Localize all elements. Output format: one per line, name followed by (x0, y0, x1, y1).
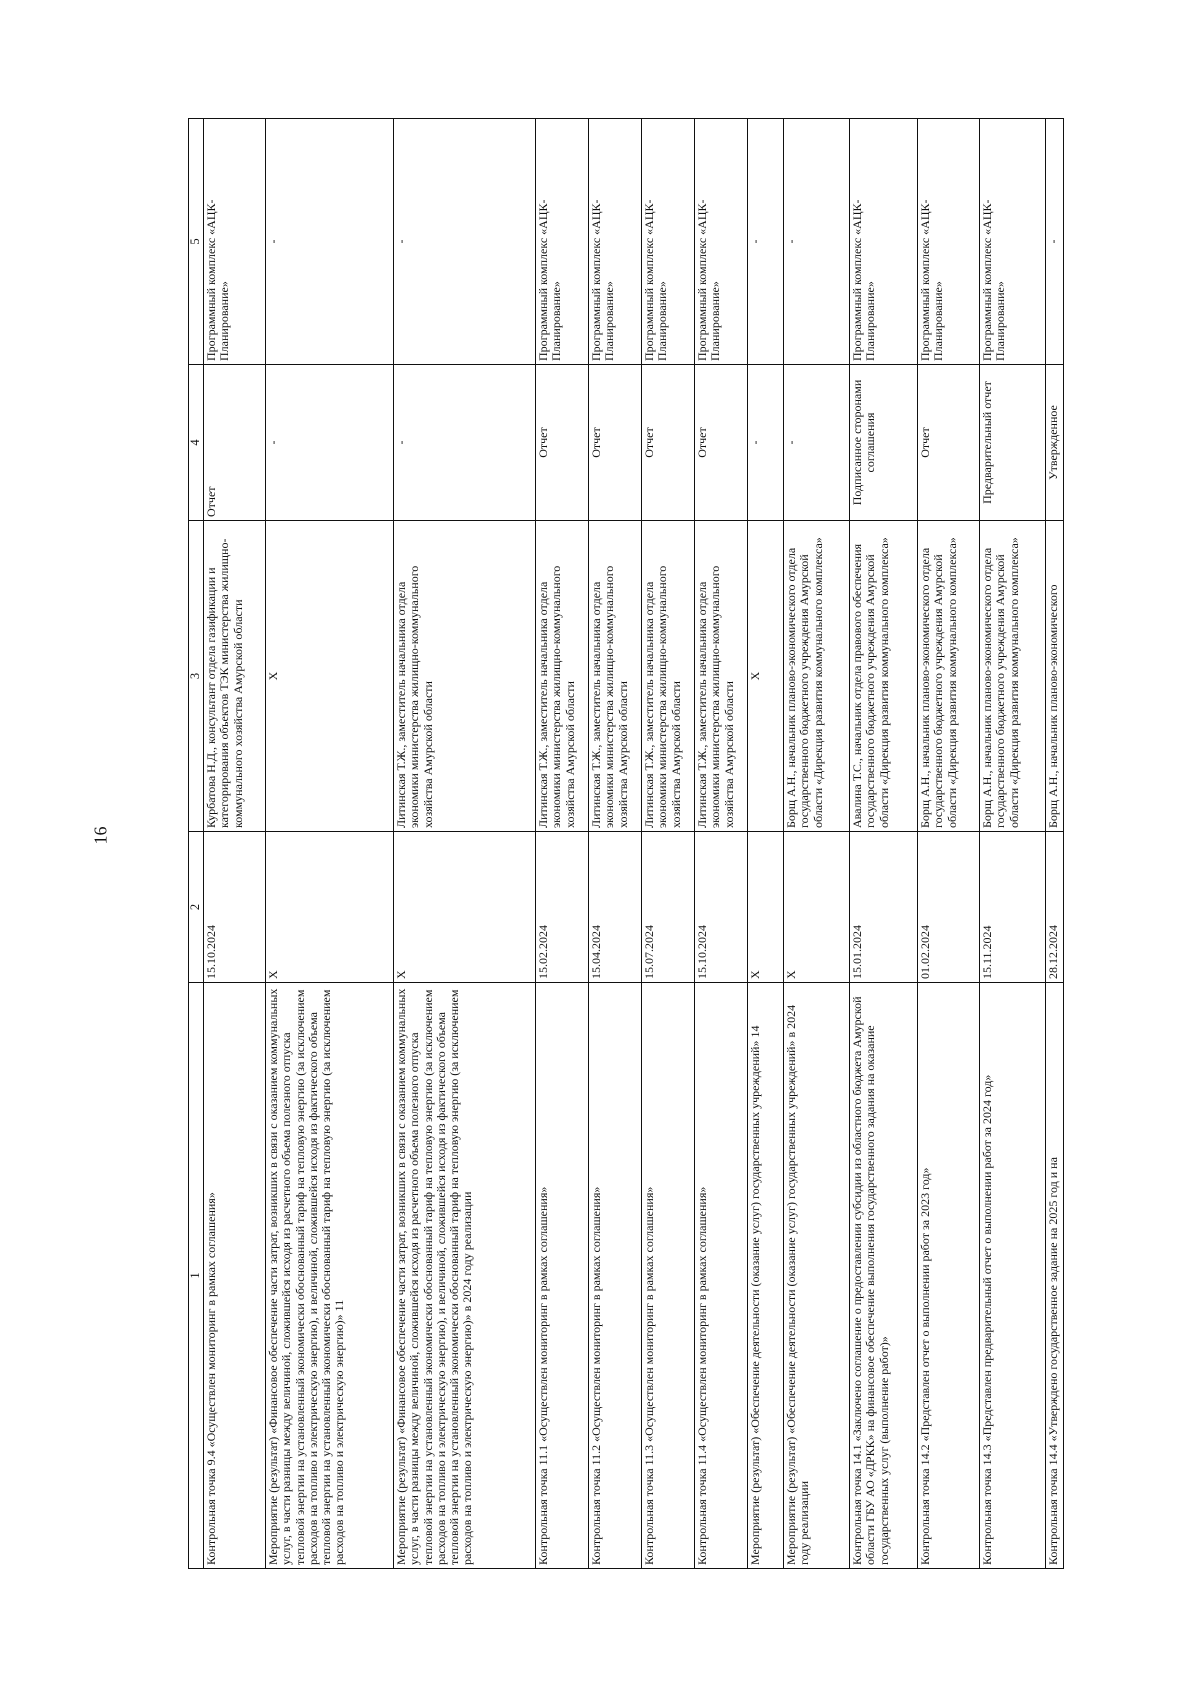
table-row (536, 119, 589, 1569)
cell-system: Программный комплекс «АЦК-Планирование» (536, 119, 589, 365)
cell-system: - (394, 119, 536, 365)
cell-system: Программный комплекс «АЦК-Планирование» (695, 119, 748, 365)
cell-responsible: Литинская Т.Ж., заместитель начальника отдела экономики министерства жилищно-коммунального хозяйства Амурской области (642, 521, 695, 832)
table-row (204, 119, 266, 1569)
cell-responsible: Литинская Т.Ж., заместитель начальника отдела экономики министерства жилищно-коммунального хозяйства Амурской области (589, 521, 642, 832)
cell-responsible: X (748, 521, 784, 832)
cell-description: Контрольная точка 11.4 «Осуществлен мониторинг в рамках соглашения» (695, 983, 748, 1569)
cell-system: Программный комплекс «АЦК-Планирование» (204, 119, 266, 365)
cell-responsible: Борщ А.Н., начальник планово-экономического (1046, 521, 1064, 832)
cell-description: Контрольная точка 11.2 «Осуществлен мониторинг в рамках соглашения» (589, 983, 642, 1569)
cell-document: - (748, 365, 784, 521)
table-row (695, 119, 748, 1569)
table-row (266, 119, 394, 1569)
cell-system: - (1046, 119, 1064, 365)
cell-description: Контрольная точка 11.1 «Осуществлен мониторинг в рамках соглашения» (536, 983, 589, 1569)
table-row (918, 119, 980, 1569)
cell-document: - (784, 365, 850, 521)
cell-system: Программный комплекс «АЦК-Планирование» (642, 119, 695, 365)
cell-description: Мероприятие (результат) «Финансовое обеспечение части затрат, возникших в связи с оказанием коммунальных услуг, в части разницы между величиной, сложившейся исходя из расчетного объема полезного отпуска тепловой энергии на установленный экономически обоснованный тариф на тепловую энергию (за исключением расходов на топливо и электрическую энергию), и величиной, сложившейся исходя из фактического объема тепловой энергии на установленный экономически обоснованный тариф на тепловую энергию (за исключением расходов на топливо и электрическую энергию)» в 2024 году реализации (394, 983, 536, 1569)
cell-date: X (748, 832, 784, 983)
cell-date: 15.10.2024 (695, 832, 748, 983)
table-header-row (189, 119, 204, 1569)
cell-document: - (266, 365, 394, 521)
cell-description: Мероприятие (результат) «Обеспечение деятельности (оказание услуг) государственных учреждений» 14 (748, 983, 784, 1569)
column-header-4: 4 (189, 365, 204, 521)
cell-description: Контрольная точка 14.1 «Заключено соглашение о предоставлении субсидии из областного бюджета Амурской области ГБУ АО «ДРКК» на финансовое обеспечение выполнения государственного задания на оказание государственных услуг (выполнение работ)» (850, 983, 918, 1569)
cell-date: 01.02.2024 (918, 832, 980, 983)
cell-document: Отчет (204, 365, 266, 521)
cell-date: 15.01.2024 (850, 832, 918, 983)
cell-date: X (394, 832, 536, 983)
cell-date: 15.11.2024 (980, 832, 1046, 983)
cell-responsible: Курбатова Н.Д., консультант отдела газификации и категорирования объектов ТЭК министерства жилищно-коммунального хозяйства Амурской области (204, 521, 266, 832)
column-header-5: 5 (189, 119, 204, 365)
cell-date: 15.02.2024 (536, 832, 589, 983)
cell-responsible: Борщ А.Н., начальник планово-экономического отдела государственного бюджетного учреждения Амурской области «Дирекция развития коммунального комплекса» (980, 521, 1046, 832)
cell-document: Утвержденное (1046, 365, 1064, 521)
cell-date: X (266, 832, 394, 983)
cell-description: Контрольная точка 14.2 «Представлен отчет о выполнении работ за 2023 год» (918, 983, 980, 1569)
cell-description: Мероприятие (результат) «Обеспечение деятельности (оказание услуг) государственных учреждений» в 2024 году реализации (784, 983, 850, 1569)
cell-date: 15.10.2024 (204, 832, 266, 983)
cell-responsible: Литинская Т.Ж., заместитель начальника отдела экономики министерства жилищно-коммунального хозяйства Амурской области (536, 521, 589, 832)
cell-system: - (266, 119, 394, 365)
table-row (642, 119, 695, 1569)
table-row (589, 119, 642, 1569)
cell-system: - (784, 119, 850, 365)
cell-date: 28.12.2024 (1046, 832, 1064, 983)
page-number: 16 (90, 826, 111, 845)
cell-responsible: Литинская Т.Ж., заместитель начальника отдела экономики министерства жилищно-коммунального хозяйства Амурской области (695, 521, 748, 832)
cell-responsible: Борщ А.Н., начальник планово-экономического отдела государственного бюджетного учреждения Амурской области «Дирекция развития коммунального комплекса» (784, 521, 850, 832)
cell-document: Отчет (918, 365, 980, 521)
column-header-3: 3 (189, 521, 204, 832)
cell-description: Контрольная точка 14.3 «Представлен предварительный отчет о выполнении работ за 2024 год» (980, 983, 1046, 1569)
cell-description: Контрольная точка 9.4 «Осуществлен мониторинг в рамках соглашения» (204, 983, 266, 1569)
cell-document: Отчет (589, 365, 642, 521)
table-row (394, 119, 536, 1569)
table-row (980, 119, 1046, 1569)
cell-system: - (748, 119, 784, 365)
cell-date: X (784, 832, 850, 983)
cell-description: Контрольная точка 14.4 «Утверждено государственное задание на 2025 год и на (1046, 983, 1064, 1569)
cell-description: Контрольная точка 11.3 «Осуществлен мониторинг в рамках соглашения» (642, 983, 695, 1569)
cell-description: Мероприятие (результат) «Финансовое обеспечение части затрат, возникших в связи с оказанием коммунальных услуг, в части разницы между величиной, сложившейся исходя из расчетного объема полезного отпуска тепловой энергии на установленный экономически обоснованный тариф на тепловую энергию (за исключением расходов на топливо и электрическую энергию), и величиной, сложившейся исходя из фактического объема тепловой энергии на установленный экономически обоснованный тариф на тепловую энергию (за исключением расходов на топливо и электрическую энергию)» 11 (266, 983, 394, 1569)
cell-system: Программный комплекс «АЦК-Планирование» (918, 119, 980, 365)
cell-document: Подписанное сторонами соглашения (850, 365, 918, 521)
cell-document: Отчет (536, 365, 589, 521)
cell-document: Предварительный отчет (980, 365, 1046, 521)
cell-responsible: Борщ А.Н., начальник планово-экономического отдела государственного бюджетного учреждения Амурской области «Дирекция развития коммунального комплекса» (918, 521, 980, 832)
cell-responsible: X (266, 521, 394, 832)
cell-responsible: Литинская Т.Ж., заместитель начальника отдела экономики министерства жилищно-коммунального хозяйства Амурской области (394, 521, 536, 832)
rotated-page-content (188, 124, 1063, 1569)
table-row (850, 119, 918, 1569)
cell-system: Программный комплекс «АЦК-Планирование» (589, 119, 642, 365)
cell-document: Отчет (642, 365, 695, 521)
column-header-2: 2 (189, 832, 204, 983)
cell-document: Отчет (695, 365, 748, 521)
cell-system: Программный комплекс «АЦК-Планирование» (980, 119, 1046, 365)
cell-responsible: Авалина Т.С., начальник отдела правового обеспечения государственного бюджетного учреждения Амурской области «Дирекция развития коммунального комплекса» (850, 521, 918, 832)
cell-date: 15.04.2024 (589, 832, 642, 983)
table-row (1046, 119, 1064, 1569)
cell-document: - (394, 365, 536, 521)
table-row (748, 119, 784, 1569)
cell-date: 15.07.2024 (642, 832, 695, 983)
table-row (784, 119, 850, 1569)
schedule-table (188, 118, 1064, 1569)
column-header-1: 1 (189, 983, 204, 1569)
cell-system: Программный комплекс «АЦК-Планирование» (850, 119, 918, 365)
